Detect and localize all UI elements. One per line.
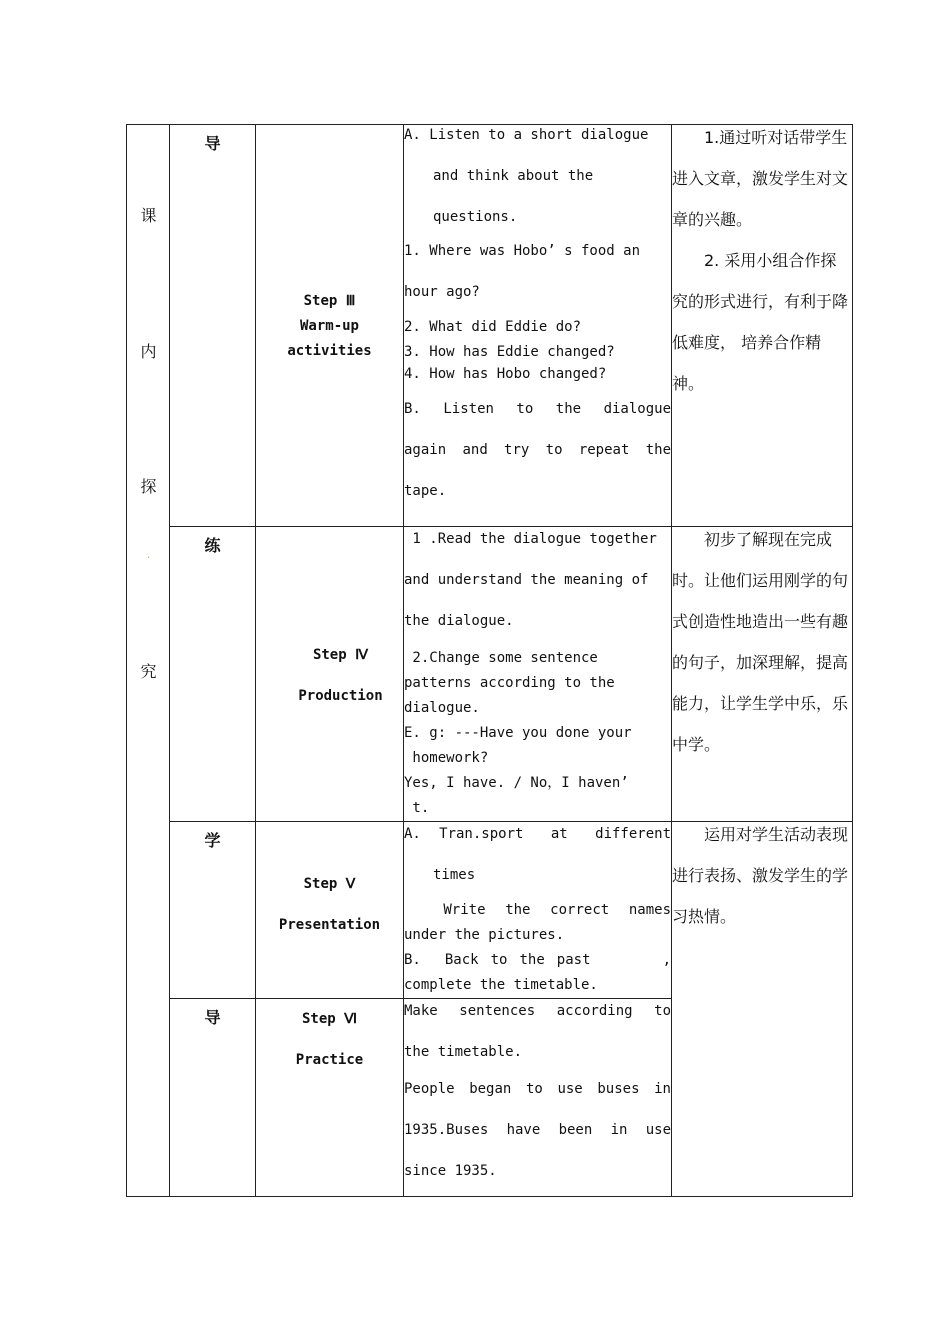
activities-cell: [404, 527, 672, 822]
step-subtitle: Practice: [295, 1052, 364, 1068]
sidebar-cell: [127, 125, 170, 1197]
activity-line: Write the correct names: [404, 902, 671, 918]
sidebar-char: 内: [140, 342, 157, 361]
lesson-plan-table: [126, 124, 853, 1197]
activity-line: and think about the: [433, 168, 594, 184]
aim-text: 运用对学生活动表现进行表扬、激发学生的学习热情。: [672, 825, 849, 926]
stage-cell: [170, 125, 256, 527]
stage-cell: [170, 527, 256, 822]
step-cell: [256, 125, 404, 527]
step-title: Step Ⅵ: [301, 1011, 358, 1027]
activity-line: since 1935.: [404, 1163, 497, 1179]
stage-label: 练: [204, 536, 221, 555]
step-cell: [256, 527, 404, 822]
activity-line: questions.: [433, 209, 518, 225]
activity-line: the dialogue.: [404, 613, 514, 629]
activity-line: B. Listen to the dialogue: [404, 401, 671, 417]
activity-line: t.: [404, 800, 430, 816]
stage-cell: [170, 822, 256, 999]
sidebar-char: 究: [140, 662, 157, 681]
activity-line: Yes, I have. / No，I haven’: [404, 775, 629, 791]
sidebar-char: 探: [140, 477, 157, 496]
aims-cell: [672, 125, 853, 527]
activity-line: dialogue.: [404, 700, 480, 716]
table-row: [127, 125, 853, 527]
activity-line: patterns according to the: [404, 675, 615, 691]
step-label: [256, 289, 403, 364]
activity-line: times: [433, 867, 476, 883]
aim-text: 初步了解现在完成时。让他们运用刚学的句式创造性地造出一些有趣的句子，加深理解，提高能力，让学生学中乐，乐中学。: [672, 530, 849, 754]
step-label: [256, 999, 403, 1081]
activity-line: under the pictures.: [404, 927, 565, 943]
stage-label: 导: [204, 134, 221, 153]
activity-line: 1 .Read the dialogue together: [404, 531, 657, 547]
activity-line: E. g: ---Have you done your: [404, 725, 632, 741]
activity-line: 3. How has Eddie changed?: [404, 344, 615, 360]
aims-cell: [672, 527, 853, 822]
step-cell: [256, 822, 404, 999]
activity-line: 4. How has Hobo changed?: [404, 366, 607, 382]
step-label: [256, 635, 403, 717]
activity-line: A. Tran.sport at different: [404, 826, 671, 842]
step-title: Step Ⅳ: [312, 647, 369, 663]
aims-cell: [672, 822, 853, 1197]
activity-line: complete the timetable.: [404, 977, 598, 993]
step-cell: [256, 999, 404, 1197]
step-subtitle: Warm-up: [299, 318, 359, 334]
aim-text: 1.通过听对话带学生进入文章，激发学生对文章的兴趣。: [672, 128, 849, 229]
activity-line: People began to use buses in: [404, 1081, 671, 1097]
activity-line: A. Listen to a short dialogue: [404, 127, 649, 143]
table-row: [127, 527, 853, 822]
step-label: [256, 864, 403, 946]
stage-cell: [170, 999, 256, 1197]
sidebar-char: 课: [140, 206, 157, 225]
step-title: Step Ⅲ: [303, 293, 356, 309]
step-subtitle: Production: [298, 688, 383, 704]
activity-line: tape.: [404, 483, 447, 499]
activity-line: 2.Change some sentence: [404, 650, 598, 666]
stage-label: 导: [204, 1008, 221, 1027]
aim-text: 2. 采用小组合作探究的形式进行，有利于降低难度， 培养合作精神。: [672, 251, 849, 393]
step-title: Step Ⅴ: [303, 876, 356, 892]
activity-line: Make sentences according to: [404, 1003, 671, 1019]
activity-line: and understand the meaning of: [404, 572, 649, 588]
sidebar-dot: .: [146, 550, 151, 561]
activity-line: 1935.Buses have been in use: [404, 1122, 671, 1138]
table-row: [127, 822, 853, 999]
activities-cell: [404, 822, 672, 999]
step-subtitle: activities: [287, 343, 372, 359]
activity-line: the timetable.: [404, 1044, 523, 1060]
activity-line: 1. Where was Hobo’ s food an: [404, 243, 641, 259]
step-subtitle: Presentation: [278, 917, 381, 933]
activities-cell: [404, 999, 672, 1197]
stage-label: 学: [204, 831, 221, 850]
activity-line: again and try to repeat the: [404, 442, 671, 458]
activity-line: 2. What did Eddie do?: [404, 319, 582, 335]
activity-line: homework?: [404, 750, 489, 766]
activity-line: hour ago?: [404, 284, 480, 300]
activity-line: B. Back to the past ,: [404, 952, 671, 968]
activities-cell: [404, 125, 672, 527]
